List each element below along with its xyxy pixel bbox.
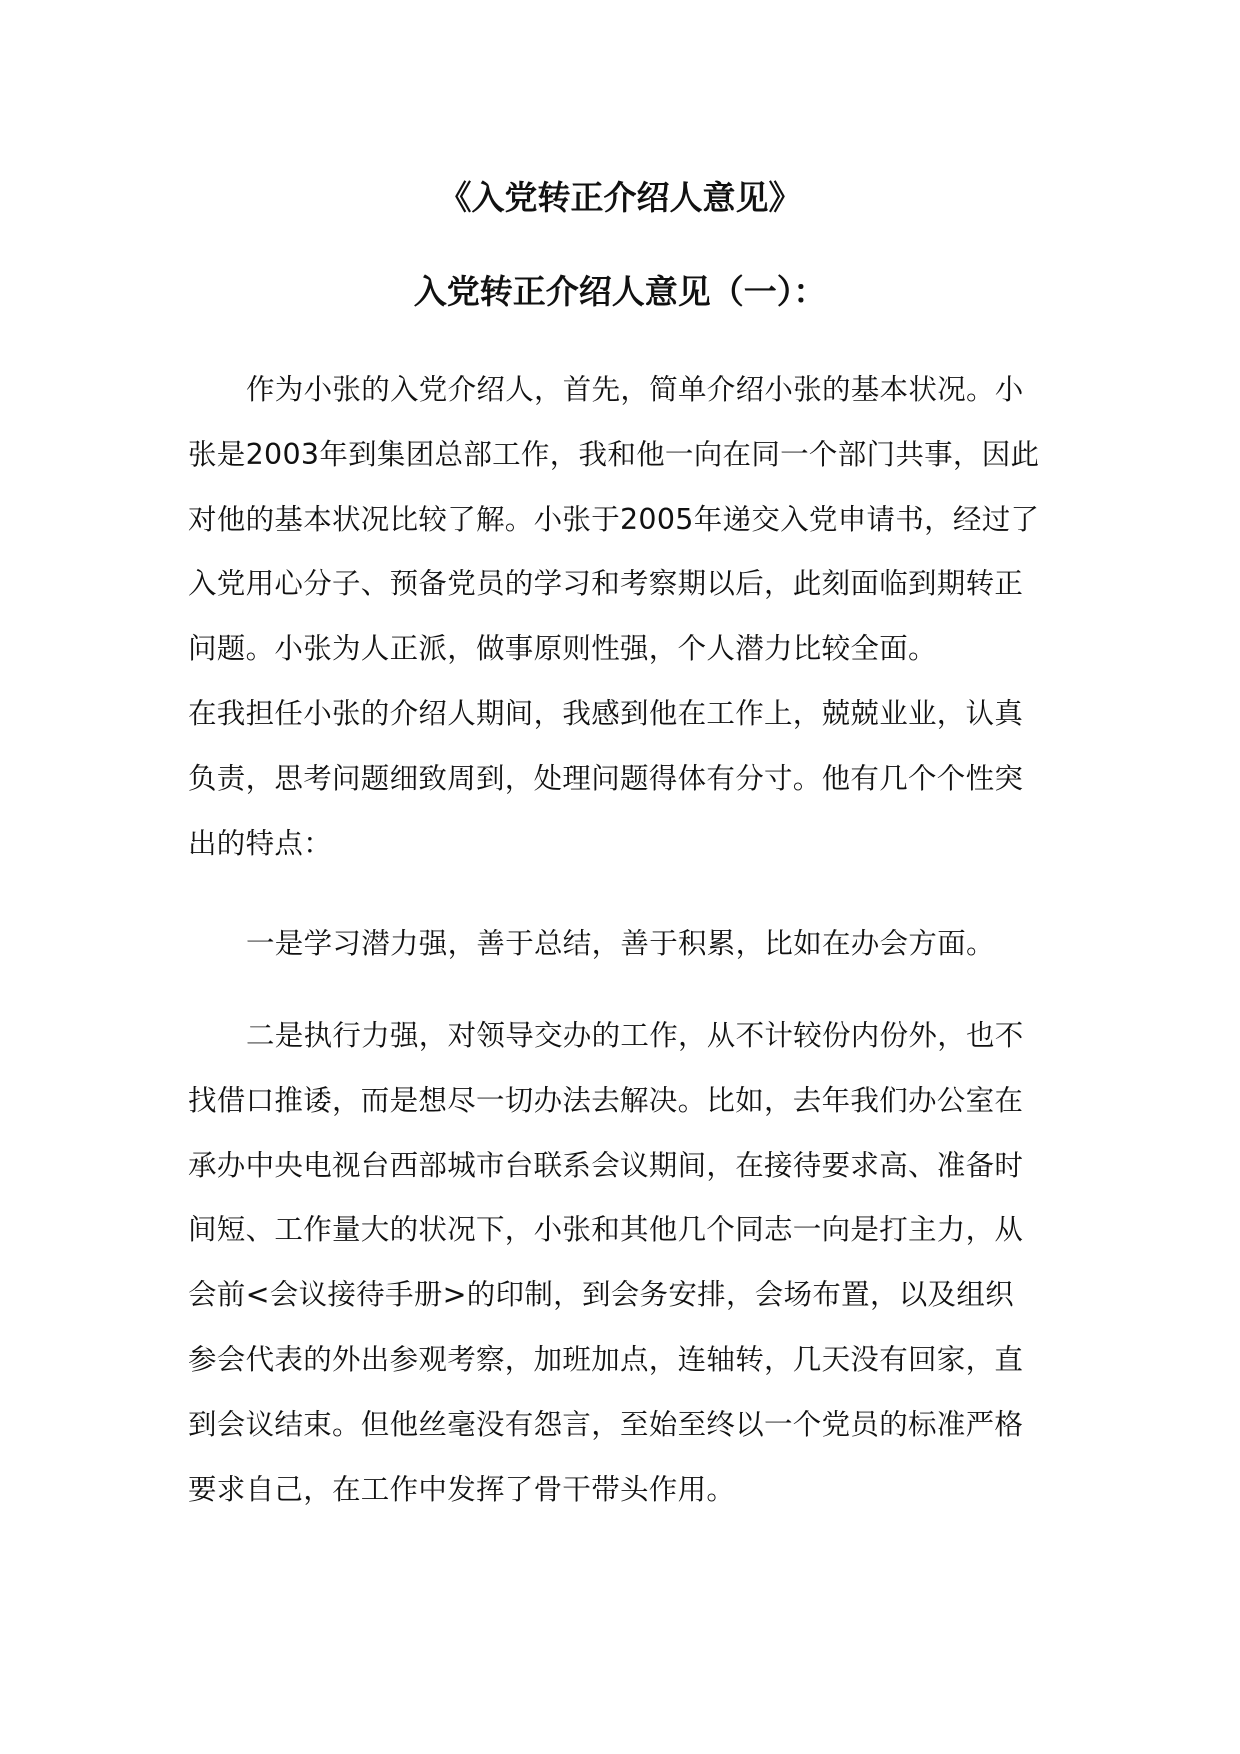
body-block-1 [188, 358, 1040, 876]
document-title: 《入党转正介绍人意见》 [438, 178, 802, 217]
body-block-3 [188, 1004, 1040, 1522]
paragraph-point-one: 一是学习潜力强，善于总结，善于积累，比如在办会方面。 [246, 927, 995, 960]
paragraph-intro: 作为小张的入党介绍人，首先，简单介绍小张的基本状况。小张是2003年到集团总部工作，我和他一向在同一个部门共事，因此对他的基本状况比较了解。小张于2005年递交入党申请书，经过了入党用心分子、预备党员的学习和考察期以后，此刻面临到期转正问题。小张为人正派，做事原则性强，个人潜力比较全面。 [188, 373, 1040, 666]
paragraph-evaluation: 在我担任小张的介绍人期间，我感到他在工作上，兢兢业业，认真负责，思考问题细致周到，处理问题得体有分寸。他有几个个性突出的特点： [188, 696, 1024, 860]
document-subtitle: 入党转正介绍人意见（一）： [413, 272, 827, 311]
paragraph-point-two: 二是执行力强，对领导交办的工作，从不计较份内份外，也不找借口推诿，而是想尽一切办法去解决。比如，去年我们办公室在承办中央电视台西部城市台联系会议期间，在接待要求高、准备时间短、工作量大的状况下，小张和其他几个同志一向是打主力，从会前<会议接待手册>的印制，到会务安排，会场布置，以及组织参会代表的外出参观考察，加班加点，连轴转，几天没有回家，直到会议结束。但他丝毫没有怨言，至始至终以一个党员的标准严格要求自己，在工作中发挥了骨干带头作用。 [188, 1019, 1024, 1506]
body-block-2 [188, 912, 1040, 977]
